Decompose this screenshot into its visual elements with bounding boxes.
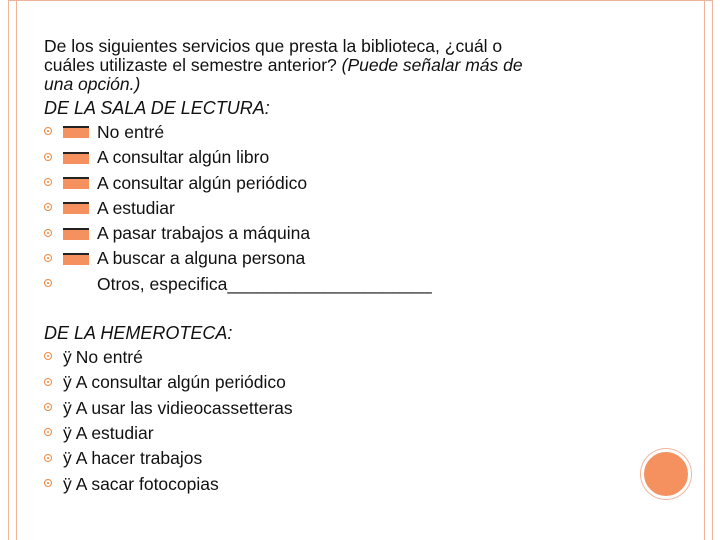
bullet-icon — [44, 254, 52, 262]
checkbox[interactable] — [63, 177, 89, 189]
sala-lectura-heading: DE LA SALA DE LECTURA: — [44, 98, 270, 118]
hemeroteca-options — [44, 345, 684, 497]
list-item[interactable] — [44, 345, 684, 370]
option-label: Otros, especifica_____________________ — [97, 273, 432, 294]
bullet-icon — [44, 403, 52, 411]
option-label: A consultar algún periódico — [75, 372, 286, 393]
frame-left-line-outer — [8, 0, 9, 540]
checkbox-symbol[interactable]: ÿ — [63, 448, 72, 469]
slide-content — [44, 37, 684, 497]
list-item[interactable] — [44, 370, 684, 395]
hemeroteca-heading: DE LA HEMEROTECA: — [44, 323, 233, 344]
checkbox-symbol[interactable]: ÿ — [63, 372, 72, 393]
bullet-icon — [44, 229, 52, 237]
list-item[interactable] — [44, 272, 684, 297]
option-label: No entré — [75, 347, 143, 368]
bullet-icon — [44, 178, 52, 186]
frame-top-line — [8, 0, 712, 1]
bullet-icon — [44, 352, 52, 360]
checkbox-symbol[interactable]: ÿ — [63, 422, 72, 443]
option-label: A usar las vidieocassetteras — [75, 397, 293, 418]
checkbox-symbol[interactable]: ÿ — [63, 473, 72, 494]
checkbox-symbol[interactable]: ÿ — [63, 347, 72, 368]
question-note-end: una opción.) — [44, 74, 141, 94]
checkbox[interactable] — [63, 126, 89, 138]
checkbox-placeholder — [63, 278, 89, 290]
frame-right-line-outer — [712, 0, 713, 540]
checkbox[interactable] — [63, 228, 89, 240]
question-line-1: De los siguientes servicios que presta la biblioteca, ¿cuál o — [44, 36, 503, 56]
option-label: A consultar algún periódico — [97, 172, 308, 193]
option-label: A estudiar — [75, 422, 154, 443]
option-label: A sacar fotocopias — [75, 473, 219, 494]
frame-left-line-inner — [16, 0, 17, 540]
bullet-icon — [44, 378, 52, 386]
frame-right-line-inner — [704, 0, 705, 540]
list-item[interactable] — [44, 221, 684, 246]
option-label: A pasar trabajos a máquina — [97, 223, 311, 244]
checkbox[interactable] — [63, 202, 89, 214]
question-line-2: cuáles utilizaste el semestre anterior? — [44, 55, 342, 75]
list-item[interactable] — [44, 396, 684, 421]
checkbox-symbol[interactable]: ÿ — [63, 397, 72, 418]
sala-lectura-options — [44, 120, 684, 297]
bullet-icon — [44, 203, 52, 211]
bullet-icon — [44, 428, 52, 436]
question-text — [44, 37, 684, 94]
checkbox[interactable] — [63, 152, 89, 164]
list-item[interactable] — [44, 472, 684, 497]
option-label: A consultar algún libro — [97, 147, 270, 168]
list-item[interactable] — [44, 246, 684, 271]
list-item[interactable] — [44, 196, 684, 221]
bullet-icon — [44, 454, 52, 462]
bullet-icon — [44, 479, 52, 487]
list-item[interactable] — [44, 446, 684, 471]
list-item[interactable] — [44, 120, 684, 145]
question-note: (Puede señalar más de — [341, 55, 523, 75]
bullet-icon — [44, 279, 52, 287]
option-label: A estudiar — [97, 197, 175, 218]
list-item[interactable] — [44, 171, 684, 196]
checkbox[interactable] — [63, 253, 89, 265]
option-label: A buscar a alguna persona — [97, 248, 306, 269]
bullet-icon — [44, 127, 52, 135]
list-item[interactable] — [44, 421, 684, 446]
list-item[interactable] — [44, 145, 684, 170]
option-label: No entré — [97, 122, 165, 142]
option-label: A hacer trabajos — [75, 448, 203, 469]
bullet-icon — [44, 153, 52, 161]
